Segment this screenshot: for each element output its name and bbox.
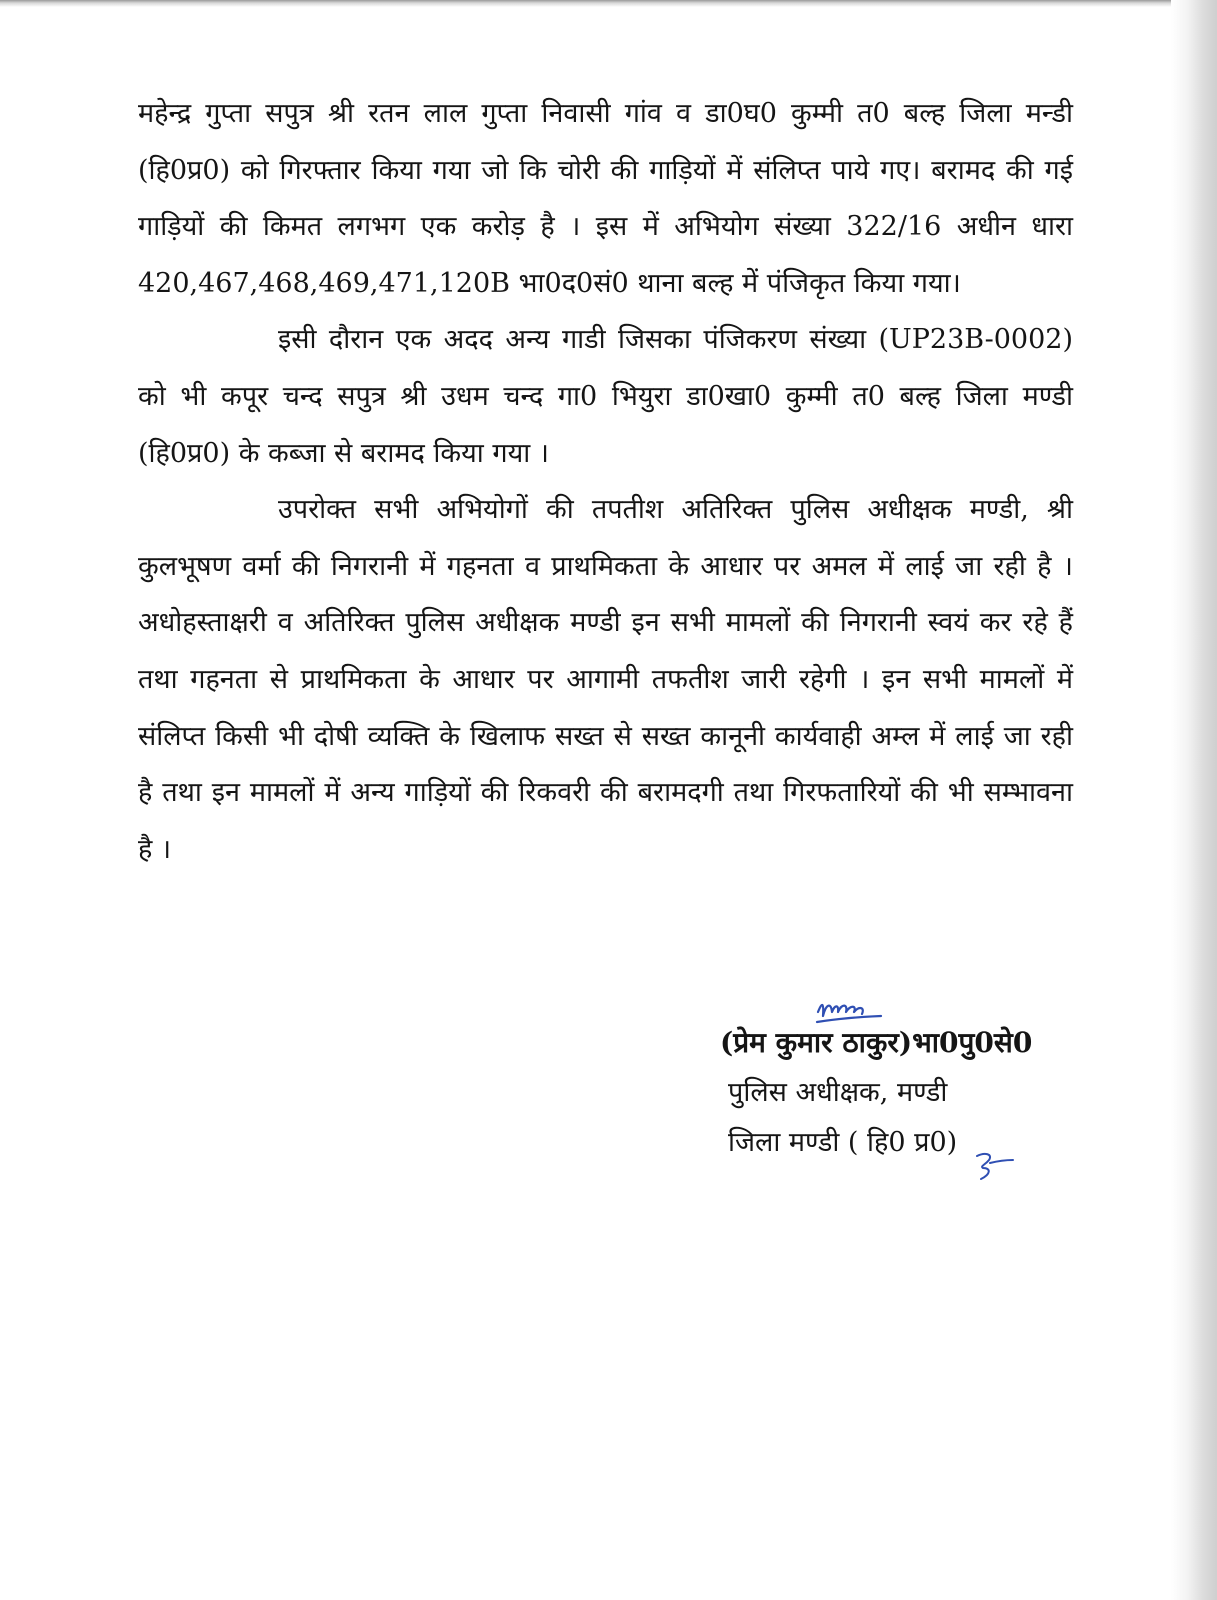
scan-right-edge [1171, 0, 1217, 1600]
handwritten-signature [814, 992, 884, 1040]
paragraph-investigation: उपरोक्त सभी अभियोगों की तपतीश अतिरिक्त पुलिस अधीक्षक मण्डी, श्री कुलभूषण वर्मा की निगरानी में गहनता व प्राथमिकता के आधार पर अमल में लाई जा रही है । अधोहस्ताक्षरी व अतिरिक्त पुलिस अधीक्षक मण्डी इन सभी मामलों की निगरानी स्वयं कर रहे हैं तथा गहनता से प्राथमिकता के आधार पर आगामी तफतीश जारी रहेगी । इन सभी मामलों में संलिप्त किसी भी दोषी व्यक्ति के खिलाफ सख्त से सख्त कानूनी कार्यवाही अम्ल में लाई जा रही है तथा इन मामलों में अन्य गाड़ियों की रिकवरी की बरामदगी तथा गिरफतारियों की भी सम्भावना है । [138, 494, 1073, 865]
paragraph-vehicle-recovery: इसी दौरान एक अदद अन्य गाडी जिसका पंजिकरण संख्या (UP23B-0002) को भी कपूर चन्द सपुत्र श्री उधम चन्द गा0 भियुरा डा0खा0 कुम्मी त0 बल्ह जिला मण्डी (हि0प्र0) के कब्जा से बरामद किया गया । [138, 324, 1073, 469]
paragraph-arrest-details: महेन्द्र गुप्ता सपुत्र श्री रतन लाल गुप्ता निवासी गांव व डा0घ0 कुम्मी त0 बल्ह जिला मन्डी (हि0प्र0) को गिरफ्तार किया गया जो कि चोरी की गाड़ियों में संलिप्त पाये गए। बरामद की गई गाड़ियों की किमत लगभग एक करोड़ है । इस में अभियोग संख्या 322/16 अधीन धारा 420,467,468,469,471,120B भा0द0सं0 थाना बल्ह में पंजिकृत किया गया। [138, 98, 1073, 299]
officer-district: जिला मण्डी ( हि0 प्र0) [728, 1127, 958, 1158]
scan-top-edge [0, 0, 1217, 7]
handwritten-initial-mark [973, 1150, 1017, 1184]
officer-name: (प्रेम कुमार ठाकुर)भा0पु0से0 [720, 1026, 1033, 1059]
signature-block [720, 1018, 1080, 1168]
letter-page [138, 86, 1073, 878]
officer-designation: पुलिस अधीक्षक, मण्डी [728, 1077, 948, 1108]
